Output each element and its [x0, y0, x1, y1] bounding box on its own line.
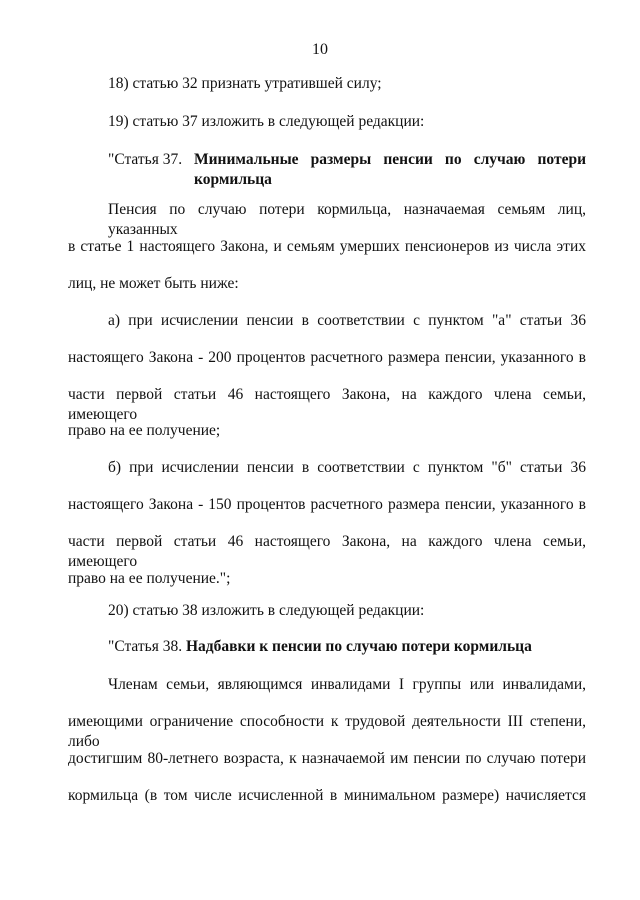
point-a-line-1: а) при исчислении пенсии в соответствии с пунктом "а" статьи 36 [108, 312, 586, 329]
article-37-intro-line-3: лиц, не может быть ниже: [68, 275, 239, 292]
point-b-line-3: части первой статьи 46 настоящего Закона, на каждого члена семьи, имеющего [68, 533, 586, 570]
point-b-line-4: право на ее получение."; [68, 570, 231, 587]
point-a-line-2: настоящего Закона - 200 процентов расчетного размера пенсии, указанного в [68, 349, 586, 366]
article-38-body-line-1: Членам семьи, являющимся инвалидами I группы или инвалидами, [108, 676, 586, 693]
article-37-intro-line-2: в статье 1 настоящего Закона, и семьям умерших пенсионеров из числа этих [68, 238, 586, 255]
article-38-label: "Статья 38. [108, 638, 183, 655]
article-38-title: Надбавки к пенсии по случаю потери кормильца [186, 638, 532, 655]
article-38-body-line-2: имеющими ограничение способности к трудовой деятельности III степени, либо [68, 713, 586, 750]
article-38-heading [108, 637, 532, 657]
item-18: 18) статью 32 признать утратившей силу; [108, 75, 382, 92]
point-a-line-4: право на ее получение; [68, 422, 221, 439]
page-number: 10 [312, 41, 328, 58]
point-a-line-3: части первой статьи 46 настоящего Закона, на каждого члена семьи, имеющего [68, 386, 586, 423]
article-37-intro-line-1: Пенсия по случаю потери кормильца, назначаемая семьям лиц, указанных [108, 201, 586, 238]
point-b-line-2: настоящего Закона - 150 процентов расчетного размера пенсии, указанного в [68, 496, 586, 513]
article-37-title-line-1: Минимальные размеры пенсии по случаю потери [194, 151, 586, 168]
item-20: 20) статью 38 изложить в следующей редакции: [108, 602, 425, 619]
article-37-title-line-2: кормильца [194, 171, 272, 188]
article-38-body-line-4: кормильца (в том числе исчисленной в минимальном размере) начисляется [68, 787, 586, 804]
article-38-body-line-3: достигшим 80-летнего возраста, к назначаемой им пенсии по случаю потери [68, 750, 586, 767]
point-b-line-1: б) при исчислении пенсии в соответствии с пунктом "б" статьи 36 [108, 459, 586, 476]
article-37-label: "Статья 37. [108, 151, 183, 168]
item-19: 19) статью 37 изложить в следующей редакции: [108, 113, 425, 130]
